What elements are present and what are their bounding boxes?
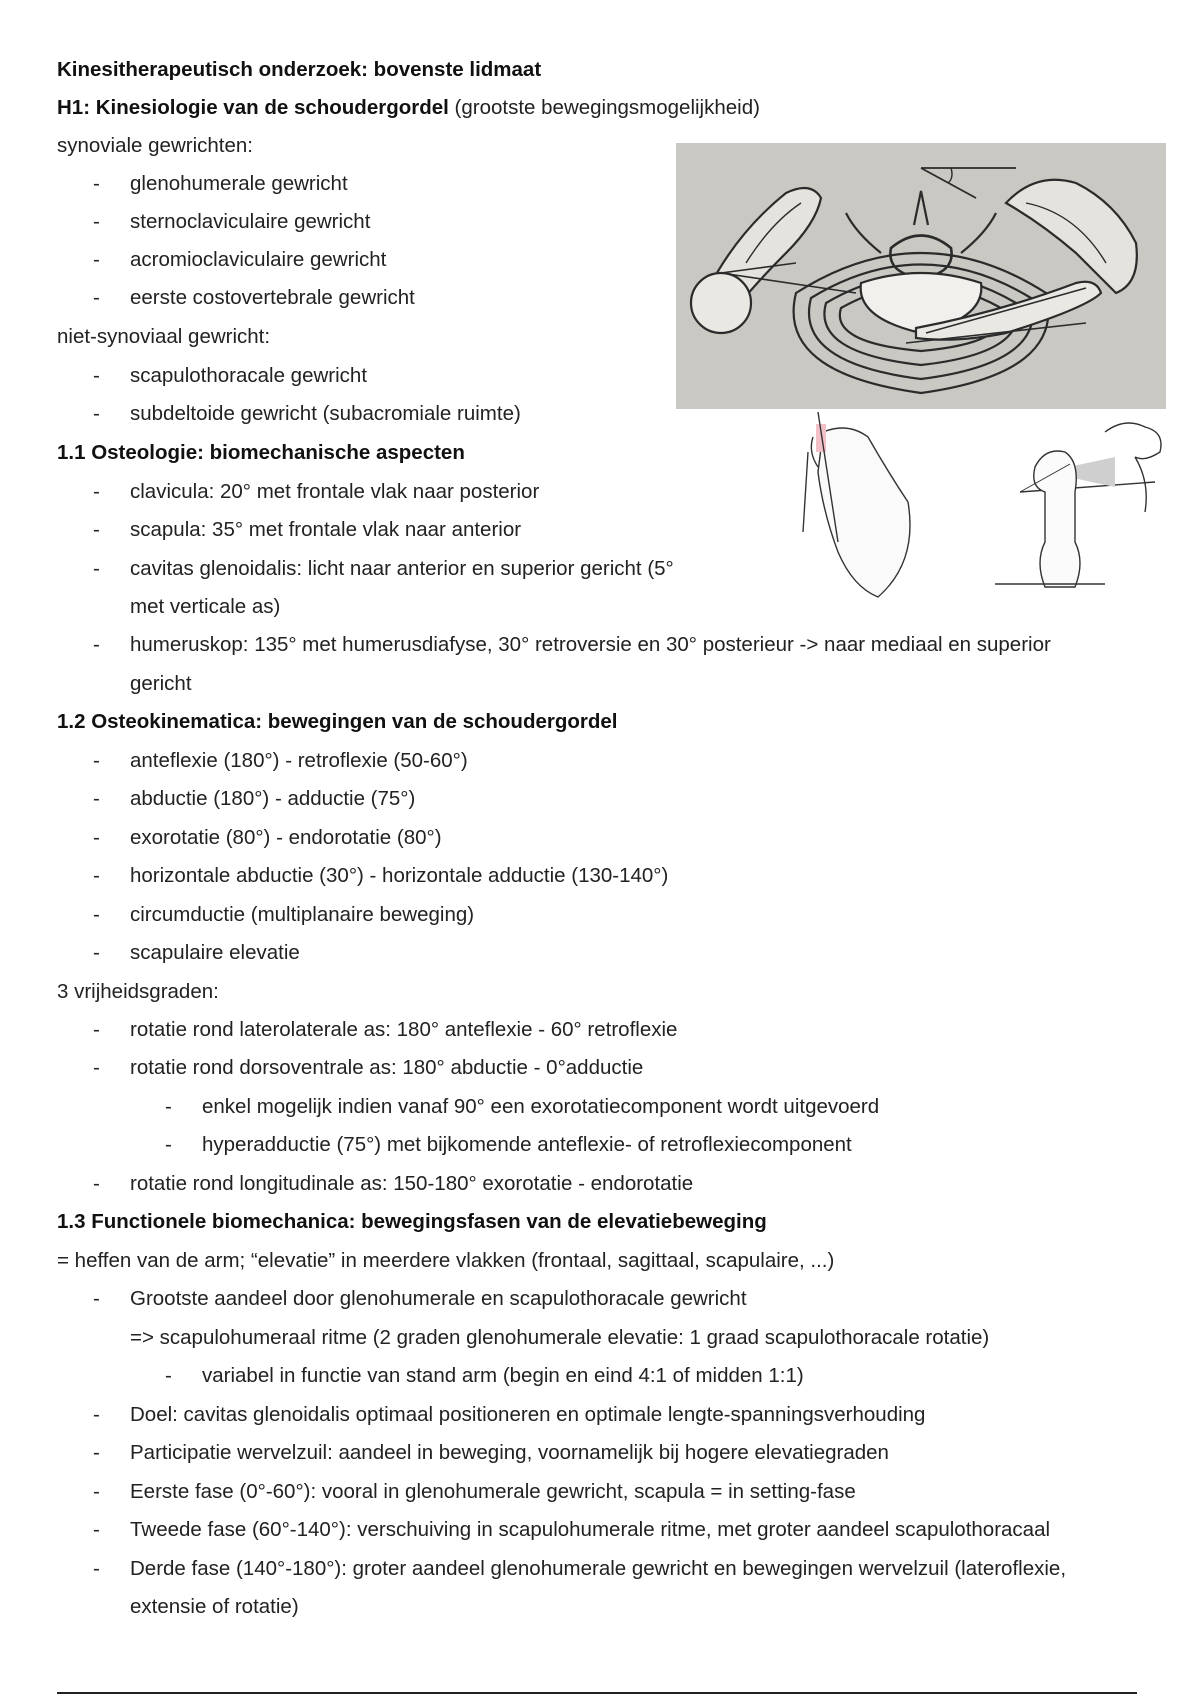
list-item: - abductie (180°) - adductie (75°) — [93, 787, 416, 810]
chapter-heading-rest: (grootste bewegingsmogelijkheid) — [448, 96, 760, 119]
sub-list-item: - variabel in functie van stand arm (begin en eind 4:1 of midden 1:1) — [165, 1364, 804, 1387]
section-heading-1-1: 1.1 Osteologie: biomechanische aspecten — [57, 441, 465, 464]
list-item-continuation: met verticale as) — [130, 595, 281, 618]
list-item: - horizontale abductie (30°) - horizontale adductie (130-140°) — [93, 864, 669, 887]
list-item: - anteflexie (180°) - retroflexie (50-60°) — [93, 749, 468, 772]
document-title: Kinesitherapeutisch onderzoek: bovenste lidmaat — [57, 58, 542, 81]
chapter-heading — [57, 96, 760, 120]
synoviaal-label: synoviale gewrichten: — [57, 134, 253, 157]
vrijheidsgraden-label: 3 vrijheidsgraden: — [57, 980, 219, 1003]
list-item: - scapulothoracale gewricht — [93, 364, 368, 387]
shoulder-girdle-drawing — [676, 143, 1166, 409]
list-item-continuation: gericht — [130, 672, 192, 695]
list-item: - humeruskop: 135° met humerusdiafyse, 30° retroversie en 30° posterieur -> naar mediaal en superior — [93, 633, 1051, 656]
list-item-continuation: extensie of rotatie) — [130, 1595, 299, 1618]
list-item: - Derde fase (140°-180°): groter aandeel glenohumerale gewricht en bewegingen wervelzuil (lateroflexie, — [93, 1557, 1067, 1580]
list-item: - scapulaire elevatie — [93, 941, 300, 964]
list-item: - Participatie wervelzuil: aandeel in beweging, voornamelijk bij hogere elevatiegraden — [93, 1441, 889, 1464]
list-item: - Grootste aandeel door glenohumerale en scapulothoracale gewricht — [93, 1287, 747, 1310]
list-item: - rotatie rond longitudinale as: 150-180° exorotatie - endorotatie — [93, 1172, 694, 1195]
scapula-lateral-figure — [768, 412, 968, 602]
list-item: - sternoclaviculaire gewricht — [93, 210, 371, 233]
list-item-continuation: => scapulohumeraal ritme (2 graden glenohumerale elevatie: 1 graad scapulothoracale rotatie) — [130, 1326, 990, 1349]
chapter-heading-bold: H1: Kinesiologie van de schoudergordel — [57, 96, 449, 119]
list-item: - eerste costovertebrale gewricht — [93, 286, 415, 309]
list-item: - Tweede fase (60°-140°): verschuiving in scapulohumerale ritme, met groter aandeel scapulothoracaal — [93, 1518, 1051, 1541]
section-heading-1-2: 1.2 Osteokinematica: bewegingen van de schoudergordel — [57, 710, 618, 733]
list-item: - Doel: cavitas glenoidalis optimaal positioneren en optimale lengte-spanningsverhouding — [93, 1403, 926, 1426]
humerus-drawing — [995, 412, 1170, 602]
list-item: - exorotatie (80°) - endorotatie (80°) — [93, 826, 442, 849]
list-item: - scapula: 35° met frontale vlak naar anterior — [93, 518, 522, 541]
list-item: - circumductie (multiplanaire beweging) — [93, 903, 475, 926]
list-item: - cavitas glenoidalis: licht naar anterior en superior gericht (5° — [93, 557, 674, 580]
shoulder-girdle-cross-section-figure — [676, 143, 1166, 409]
list-item: - rotatie rond laterolaterale as: 180° anteflexie - 60° retroflexie — [93, 1018, 678, 1041]
humerus-retroversion-figure — [995, 412, 1170, 602]
list-item: - Eerste fase (0°-60°): vooral in glenohumerale gewricht, scapula = in setting-fase — [93, 1480, 856, 1503]
list-item: - glenohumerale gewricht — [93, 172, 348, 195]
list-item: - clavicula: 20° met frontale vlak naar posterior — [93, 480, 540, 503]
sub-list-item: - enkel mogelijk indien vanaf 90° een exorotatiecomponent wordt uitgevoerd — [165, 1095, 880, 1118]
sub-list-item: - hyperadductie (75°) met bijkomende anteflexie- of retroflexiecomponent — [165, 1133, 852, 1156]
niet-synoviaal-label: niet-synoviaal gewricht: — [57, 325, 271, 348]
list-item: - subdeltoide gewricht (subacromiale ruimte) — [93, 402, 521, 425]
list-item: - acromioclaviculaire gewricht — [93, 248, 387, 271]
footer-rule — [57, 1692, 1137, 1694]
section-heading-1-3: 1.3 Functionele biomechanica: bewegingsfasen van de elevatiebeweging — [57, 1210, 767, 1233]
section-intro: = heffen van de arm; “elevatie” in meerdere vlakken (frontaal, sagittaal, scapulaire, ...) — [57, 1249, 835, 1272]
scapula-drawing — [768, 412, 968, 602]
list-item: - rotatie rond dorsoventrale as: 180° abductie - 0°adductie — [93, 1056, 644, 1079]
